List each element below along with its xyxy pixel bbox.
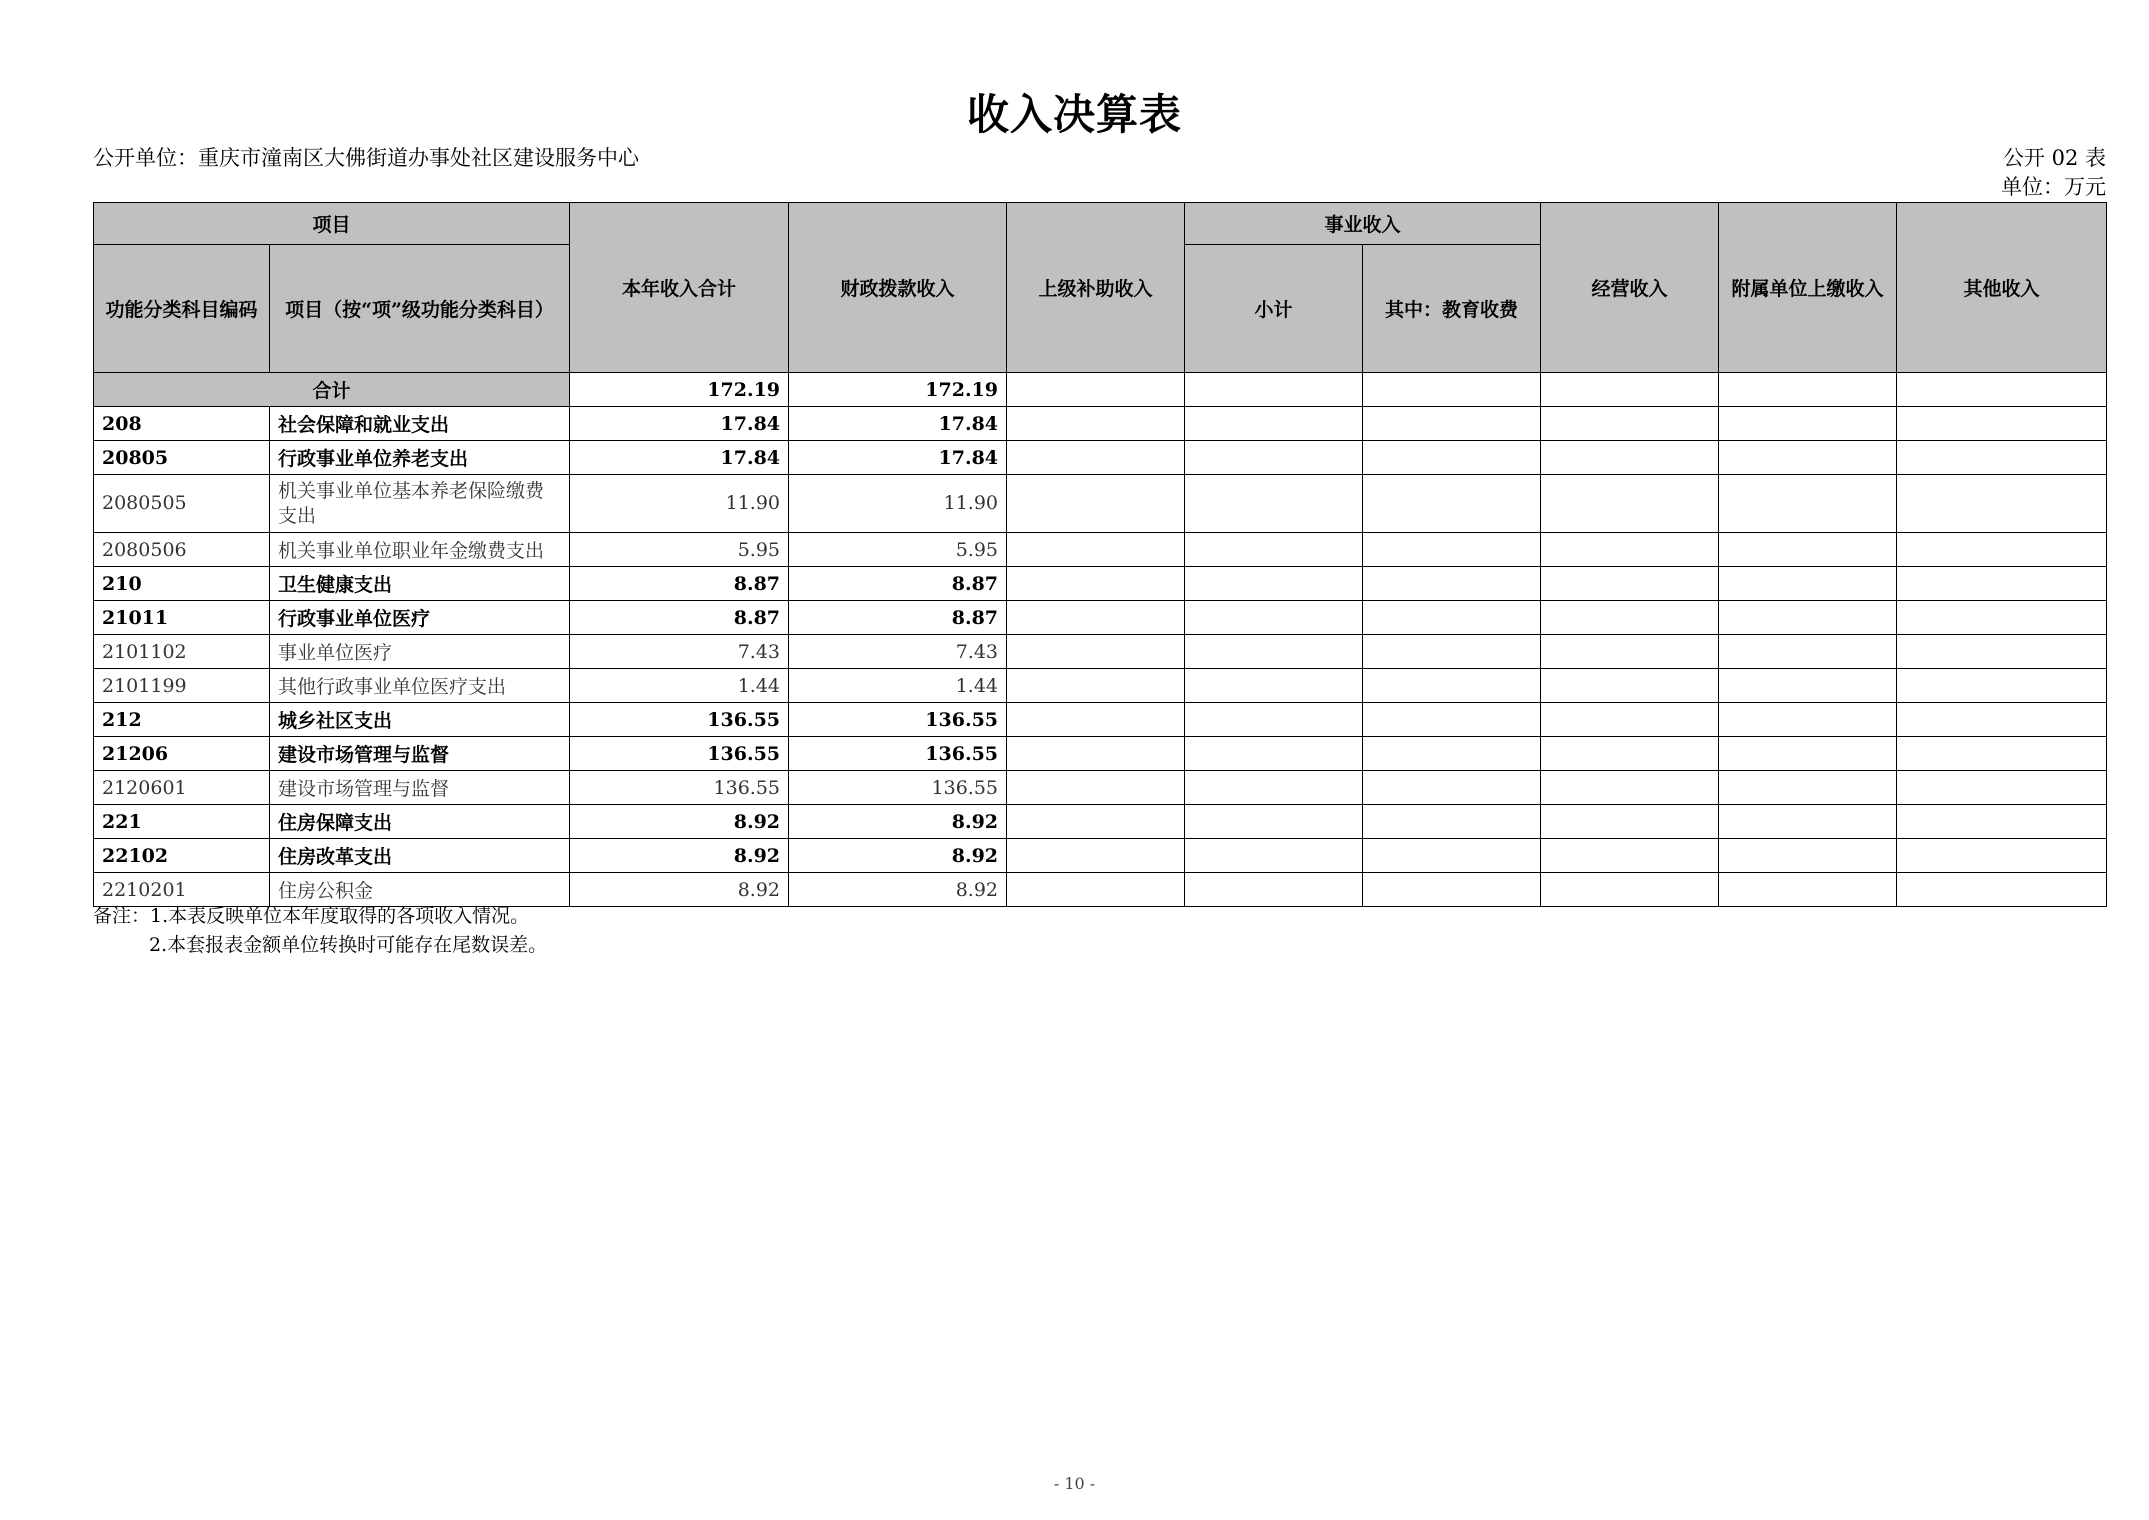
empty-cell [1541, 441, 1719, 475]
empty-cell [1541, 533, 1719, 567]
empty-cell [1363, 737, 1541, 771]
empty-cell [1007, 737, 1185, 771]
func-code-cell: 2101199 [94, 669, 270, 703]
reporting-unit: 公开单位：重庆市潼南区大佛街道办事处社区建设服务中心 [93, 146, 639, 170]
fiscal-cell: 136.55 [789, 703, 1007, 737]
empty-cell [1897, 839, 2107, 873]
empty-cell [1007, 373, 1185, 407]
empty-cell [1185, 407, 1363, 441]
header-item-name: 项目（按“项”级功能分类科目） [270, 245, 570, 373]
empty-cell [1185, 805, 1363, 839]
note-1: 备注：1.本表反映单位本年度取得的各项收入情况。 [93, 905, 530, 927]
empty-cell [1541, 737, 1719, 771]
empty-cell [1007, 601, 1185, 635]
empty-cell [1719, 635, 1897, 669]
total-income-cell: 172.19 [570, 373, 789, 407]
empty-cell [1719, 373, 1897, 407]
total-income-cell: 17.84 [570, 407, 789, 441]
item-name-cell: 住房改革支出 [270, 839, 570, 873]
empty-cell [1363, 771, 1541, 805]
empty-cell [1007, 635, 1185, 669]
empty-cell [1541, 407, 1719, 441]
item-name-cell: 建设市场管理与监督 [270, 737, 570, 771]
header-superior-subsidy: 上级补助收入 [1007, 203, 1185, 373]
func-code-cell: 2210201 [94, 873, 270, 907]
empty-cell [1541, 567, 1719, 601]
func-code-cell: 2101102 [94, 635, 270, 669]
func-code-cell: 212 [94, 703, 270, 737]
func-code-cell: 22102 [94, 839, 270, 873]
fiscal-cell: 8.92 [789, 805, 1007, 839]
func-code-cell: 208 [94, 407, 270, 441]
fiscal-cell: 17.84 [789, 407, 1007, 441]
empty-cell [1719, 805, 1897, 839]
total-income-cell: 17.84 [570, 441, 789, 475]
item-name-cell: 社会保障和就业支出 [270, 407, 570, 441]
total-income-cell: 8.87 [570, 601, 789, 635]
item-name-cell: 住房保障支出 [270, 805, 570, 839]
empty-cell [1897, 475, 2107, 533]
empty-cell [1897, 567, 2107, 601]
total-label: 合计 [94, 373, 570, 407]
empty-cell [1185, 839, 1363, 873]
item-name-cell: 其他行政事业单位医疗支出 [270, 669, 570, 703]
header-education-fee: 其中：教育收费 [1363, 245, 1541, 373]
item-name-cell: 机关事业单位基本养老保险缴费支出 [270, 475, 570, 533]
form-meta [2001, 144, 2106, 202]
header-operating: 经营收入 [1541, 203, 1719, 373]
item-name-cell: 住房公积金 [270, 873, 570, 907]
page-title: 收入决算表 [966, 90, 1182, 139]
empty-cell [1007, 669, 1185, 703]
header-item-group: 项目 [94, 203, 570, 245]
total-income-cell: 5.95 [570, 533, 789, 567]
table-row [94, 703, 2107, 737]
total-income-cell: 8.92 [570, 805, 789, 839]
empty-cell [1897, 635, 2107, 669]
total-income-cell: 8.87 [570, 567, 789, 601]
empty-cell [1363, 441, 1541, 475]
func-code-cell: 21011 [94, 601, 270, 635]
empty-cell [1363, 669, 1541, 703]
empty-cell [1719, 533, 1897, 567]
empty-cell [1719, 771, 1897, 805]
empty-cell [1363, 839, 1541, 873]
empty-cell [1897, 601, 2107, 635]
empty-cell [1007, 441, 1185, 475]
header-total-income: 本年收入合计 [570, 203, 789, 373]
empty-cell [1363, 533, 1541, 567]
empty-cell [1007, 407, 1185, 441]
func-code-cell: 221 [94, 805, 270, 839]
fiscal-cell: 11.90 [789, 475, 1007, 533]
empty-cell [1363, 635, 1541, 669]
empty-cell [1363, 407, 1541, 441]
empty-cell [1363, 873, 1541, 907]
empty-cell [1185, 703, 1363, 737]
fiscal-cell: 17.84 [789, 441, 1007, 475]
empty-cell [1897, 407, 2107, 441]
empty-cell [1719, 567, 1897, 601]
empty-cell [1719, 601, 1897, 635]
fiscal-cell: 7.43 [789, 635, 1007, 669]
empty-cell [1719, 873, 1897, 907]
total-income-cell: 1.44 [570, 669, 789, 703]
empty-cell [1007, 771, 1185, 805]
empty-cell [1541, 805, 1719, 839]
empty-cell [1185, 373, 1363, 407]
empty-cell [1897, 533, 2107, 567]
header-other: 其他收入 [1897, 203, 2107, 373]
table-row [94, 771, 2107, 805]
total-income-cell: 8.92 [570, 839, 789, 873]
table-row [94, 669, 2107, 703]
table-row [94, 601, 2107, 635]
fiscal-cell: 8.92 [789, 839, 1007, 873]
empty-cell [1363, 475, 1541, 533]
table-row [94, 805, 2107, 839]
header-affiliated: 附属单位上缴收入 [1719, 203, 1897, 373]
income-table [93, 202, 2107, 907]
empty-cell [1897, 737, 2107, 771]
empty-cell [1719, 703, 1897, 737]
func-code-cell: 2120601 [94, 771, 270, 805]
item-name-cell: 建设市场管理与监督 [270, 771, 570, 805]
item-name-cell: 行政事业单位医疗 [270, 601, 570, 635]
empty-cell [1897, 441, 2107, 475]
item-name-cell: 卫生健康支出 [270, 567, 570, 601]
item-name-cell: 行政事业单位养老支出 [270, 441, 570, 475]
fiscal-cell: 8.87 [789, 567, 1007, 601]
table-row [94, 635, 2107, 669]
func-code-cell: 21206 [94, 737, 270, 771]
total-income-cell: 136.55 [570, 771, 789, 805]
empty-cell [1007, 839, 1185, 873]
header-subtotal: 小计 [1185, 245, 1363, 373]
empty-cell [1897, 669, 2107, 703]
empty-cell [1541, 475, 1719, 533]
header-fiscal: 财政拨款收入 [789, 203, 1007, 373]
empty-cell [1541, 373, 1719, 407]
empty-cell [1185, 567, 1363, 601]
table-row [94, 839, 2107, 873]
currency-unit: 单位：万元 [2001, 175, 2106, 199]
empty-cell [1007, 475, 1185, 533]
page-number: - 10 - [1053, 1474, 1096, 1493]
empty-cell [1719, 839, 1897, 873]
empty-cell [1363, 373, 1541, 407]
func-code-cell: 20805 [94, 441, 270, 475]
empty-cell [1363, 601, 1541, 635]
fiscal-cell: 5.95 [789, 533, 1007, 567]
fiscal-cell: 136.55 [789, 771, 1007, 805]
empty-cell [1541, 771, 1719, 805]
table-row [94, 441, 2107, 475]
item-name-cell: 事业单位医疗 [270, 635, 570, 669]
empty-cell [1007, 703, 1185, 737]
empty-cell [1363, 805, 1541, 839]
empty-cell [1897, 873, 2107, 907]
total-income-cell: 8.92 [570, 873, 789, 907]
empty-cell [1719, 737, 1897, 771]
total-income-cell: 11.90 [570, 475, 789, 533]
header-func-code: 功能分类科目编码 [94, 245, 270, 373]
fiscal-cell: 136.55 [789, 737, 1007, 771]
total-row [94, 373, 2107, 407]
empty-cell [1007, 567, 1185, 601]
empty-cell [1541, 669, 1719, 703]
empty-cell [1719, 407, 1897, 441]
empty-cell [1897, 771, 2107, 805]
table-row [94, 407, 2107, 441]
empty-cell [1897, 703, 2107, 737]
empty-cell [1541, 873, 1719, 907]
empty-cell [1185, 635, 1363, 669]
empty-cell [1897, 805, 2107, 839]
total-fiscal-cell: 172.19 [789, 373, 1007, 407]
empty-cell [1897, 373, 2107, 407]
empty-cell [1185, 475, 1363, 533]
empty-cell [1007, 805, 1185, 839]
total-income-cell: 136.55 [570, 703, 789, 737]
notes [93, 902, 547, 960]
form-number: 公开 02 表 [2002, 146, 2106, 170]
fiscal-cell: 1.44 [789, 669, 1007, 703]
table-row [94, 475, 2107, 533]
empty-cell [1185, 533, 1363, 567]
empty-cell [1719, 441, 1897, 475]
empty-cell [1541, 839, 1719, 873]
table-row [94, 533, 2107, 567]
fiscal-cell: 8.92 [789, 873, 1007, 907]
func-code-cell: 210 [94, 567, 270, 601]
empty-cell [1541, 703, 1719, 737]
note-2: 2.本套报表金额单位转换时可能存在尾数误差。 [149, 934, 548, 956]
empty-cell [1363, 567, 1541, 601]
table-row [94, 567, 2107, 601]
header-business-group: 事业收入 [1185, 203, 1541, 245]
empty-cell [1719, 669, 1897, 703]
empty-cell [1185, 601, 1363, 635]
fiscal-cell: 8.87 [789, 601, 1007, 635]
empty-cell [1185, 771, 1363, 805]
empty-cell [1007, 873, 1185, 907]
empty-cell [1363, 703, 1541, 737]
empty-cell [1541, 635, 1719, 669]
empty-cell [1541, 601, 1719, 635]
total-income-cell: 7.43 [570, 635, 789, 669]
empty-cell [1185, 737, 1363, 771]
empty-cell [1185, 873, 1363, 907]
empty-cell [1185, 669, 1363, 703]
func-code-cell: 2080506 [94, 533, 270, 567]
empty-cell [1007, 533, 1185, 567]
func-code-cell: 2080505 [94, 475, 270, 533]
total-income-cell: 136.55 [570, 737, 789, 771]
table-row [94, 737, 2107, 771]
item-name-cell: 城乡社区支出 [270, 703, 570, 737]
empty-cell [1719, 475, 1897, 533]
empty-cell [1185, 441, 1363, 475]
item-name-cell: 机关事业单位职业年金缴费支出 [270, 533, 570, 567]
